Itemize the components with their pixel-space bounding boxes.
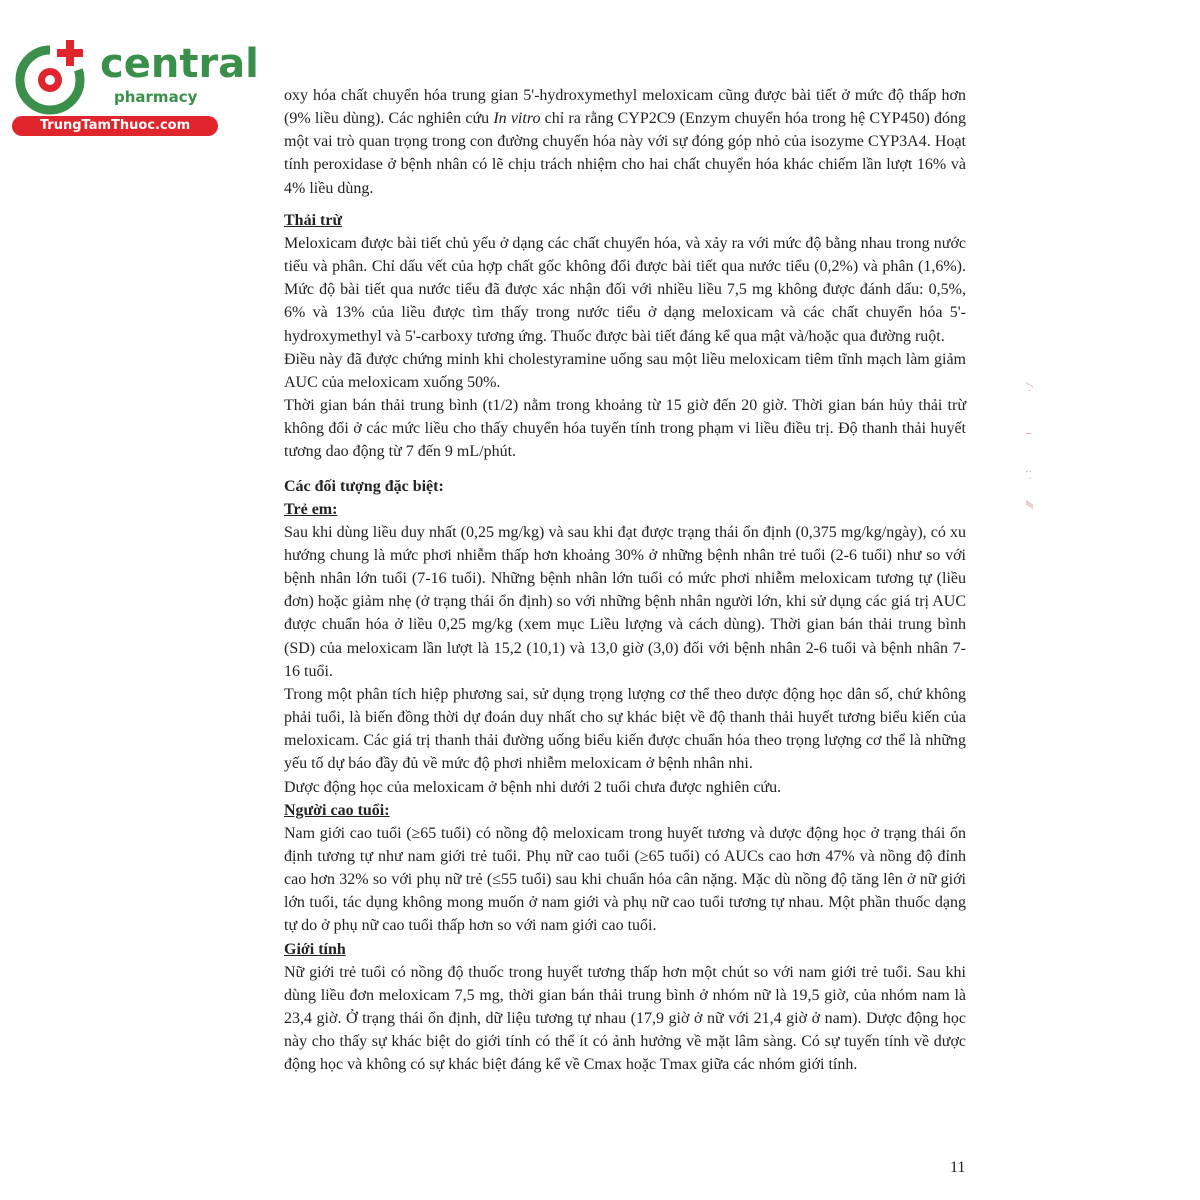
pharmacy-logo — [10, 36, 259, 136]
logo-site-banner: TrungTamThuoc.com — [12, 116, 218, 136]
children-paragraph-3: Dược động học của meloxicam ở bệnh nhi dưới 2 tuổi chưa được nghiên cứu. — [284, 778, 782, 796]
central-pharmacy-logo-icon — [10, 36, 94, 120]
elimination-paragraph-3: Thời gian bán thải trung bình (t1/2) nằm trong khoảng từ 15 giờ đến 20 giờ. Thời gian bán hủy thải trừ không đổi ở các mức liều cho thấy chuyển hóa tuyến tính trong phạm vi liều điều trị. Độ thanh thải huyết tương dao động từ 7 đến 9 mL/phút. — [284, 397, 966, 461]
special-populations-heading: Các đối tượng đặc biệt: — [284, 477, 444, 495]
logo-sub-text: pharmacy — [114, 88, 198, 106]
intro-text-rest: chỉ ra rằng CYP2C9 (Enzym chuyển hóa trong hệ CYP450) đóng một vai trò quan trọng trong con đường chuyển hóa này với sự đóng góp nhỏ của isozyme CYP3A4. Hoạt tính peroxidase ở bệnh nhân có lẽ chịu trách nhiệm cho hai chất chuyển hóa khác chiếm lần lượt 16% và 4% liều dùng. — [284, 110, 967, 197]
logo-brand-text: central — [100, 41, 259, 87]
intro-text: oxy hóa chất chuyển hóa trung gian 5'-hydroxymethyl meloxicam cũng được bài tiết ở mức độ thấp hơn (9% liều dùng). Các nghiên cứu — [284, 87, 966, 128]
gender-heading: Giới tính — [284, 940, 346, 958]
margin-stamp-marks: ⁄ · ı : · ⁄⁄⁄ — [1023, 384, 1034, 508]
elderly-heading: Người cao tuổi: — [284, 801, 390, 819]
elimination-paragraph-2: Điều này đã được chứng minh khi cholestyramine uống sau một liều meloxicam tiêm tĩnh mạch làm giảm AUC của meloxicam xuống 50%. — [284, 350, 966, 391]
children-paragraph-1: Sau khi dùng liều duy nhất (0,25 mg/kg) và sau khi đạt được trạng thái ổn định (0,375 mg/kg/ngày), có xu hướng chung là mức phơi nhiễm thấp hơn khoảng 30% ở những bệnh nhân trẻ tuổi (2-6 tuổi) như so với bệnh nhân lớn tuổi (7-16 tuổi). Những bệnh nhân lớn tuổi có mức phơi nhiễm meloxicam tương tự (liều đơn) hoặc giảm nhẹ (ở trạng thái ổn định) so với những bệnh nhân người lớn, khi sử dụng các giá trị AUC được chuẩn hóa ở liều 0,25 mg/kg (xem mục Liều lượng và cách dùng). Thời gian bán thải trung bình (SD) của meloxicam lần lượt là 15,2 (10,1) và 13,0 giờ (3,0) đối với bệnh nhân 2-6 tuổi và bệnh nhân 7-16 tuổi. — [284, 523, 966, 680]
elimination-paragraph-1: Meloxicam được bài tiết chủ yếu ở dạng các chất chuyển hóa, và xảy ra với mức độ bằng nhau trong nước tiểu và phân. Chỉ dấu vết của hợp chất gốc không đổi được bài tiết qua nước tiểu (0,2%) và phân (1,6%). Mức độ bài tiết qua nước tiểu đã được xác nhận đối với nhiều liều 7,5 mg không được đánh dấu: 0,5%, 6% và 13% của liều được tìm thấy trong nước tiểu ở dạng meloxicam và các chất chuyển hóa 5'-hydroxymethyl và 5'-carboxy tương ứng. Thuốc được bài tiết đáng kể qua mật và/hoặc qua đường ruột. — [284, 234, 966, 345]
children-paragraph-2: Trong một phân tích hiệp phương sai, sử dụng trọng lượng cơ thể theo dược động học dân số, chứ không phải tuổi, là biến đồng thời dự đoán duy nhất cho sự khác biệt về độ thanh thải huyết tương biểu kiến của meloxicam. Các giá trị thanh thải đường uống biểu kiến được chuẩn hóa theo trọng lượng cơ thể là những yếu tố dự báo đầy đủ về mức độ phơi nhiễm meloxicam ở bệnh nhân nhi. — [284, 685, 966, 773]
intro-paragraph — [284, 84, 966, 200]
elimination-heading: Thải trừ — [284, 211, 343, 229]
gender-paragraph: Nữ giới trẻ tuổi có nồng độ thuốc trong huyết tương thấp hơn một chút so với nam giới trẻ tuổi. Sau khi dùng liều đơn meloxicam 7,5 mg, thời gian bán thải trung bình ở nhóm nữ là 19,5 giờ, của nhóm nam là 23,4 giờ. Ở trạng thái ổn định, dữ liệu tương tự nhau (17,9 giờ ở nữ với 21,4 giờ ở nam). Dược động học này cho thấy sự khác biệt do giới tính có thể ít có ảnh hưởng về mặt lâm sàng. Có sự tuyến tính về dược động học và không có sự khác biệt đáng kể về Cmax hoặc Tmax giữa các nhóm giới tính. — [284, 963, 966, 1074]
document-body — [284, 84, 966, 1077]
intro-italic-text: In vitro — [493, 110, 541, 128]
page-number: 11 — [950, 1159, 966, 1176]
children-heading: Trẻ em: — [284, 500, 338, 518]
elderly-paragraph: Nam giới cao tuổi (≥65 tuổi) có nồng độ meloxicam trong huyết tương và dược động học ở trạng thái ổn định tương tự như nam giới trẻ tuổi. Phụ nữ cao tuổi (≥65 tuổi) có AUCs cao hơn 47% và nồng độ đỉnh cao hơn 32% so với phụ nữ trẻ (≤55 tuổi) sau khi chuẩn hóa cân nặng. Mặc dù nồng độ tăng lên ở nữ giới lớn tuổi, tác dụng không mong muốn ở nam giới và phụ nữ cao tuổi tương tự nhau. Một phần thuốc dạng tự do ở phụ nữ cao tuổi thấp hơn so với nam giới cao tuổi. — [284, 824, 966, 935]
